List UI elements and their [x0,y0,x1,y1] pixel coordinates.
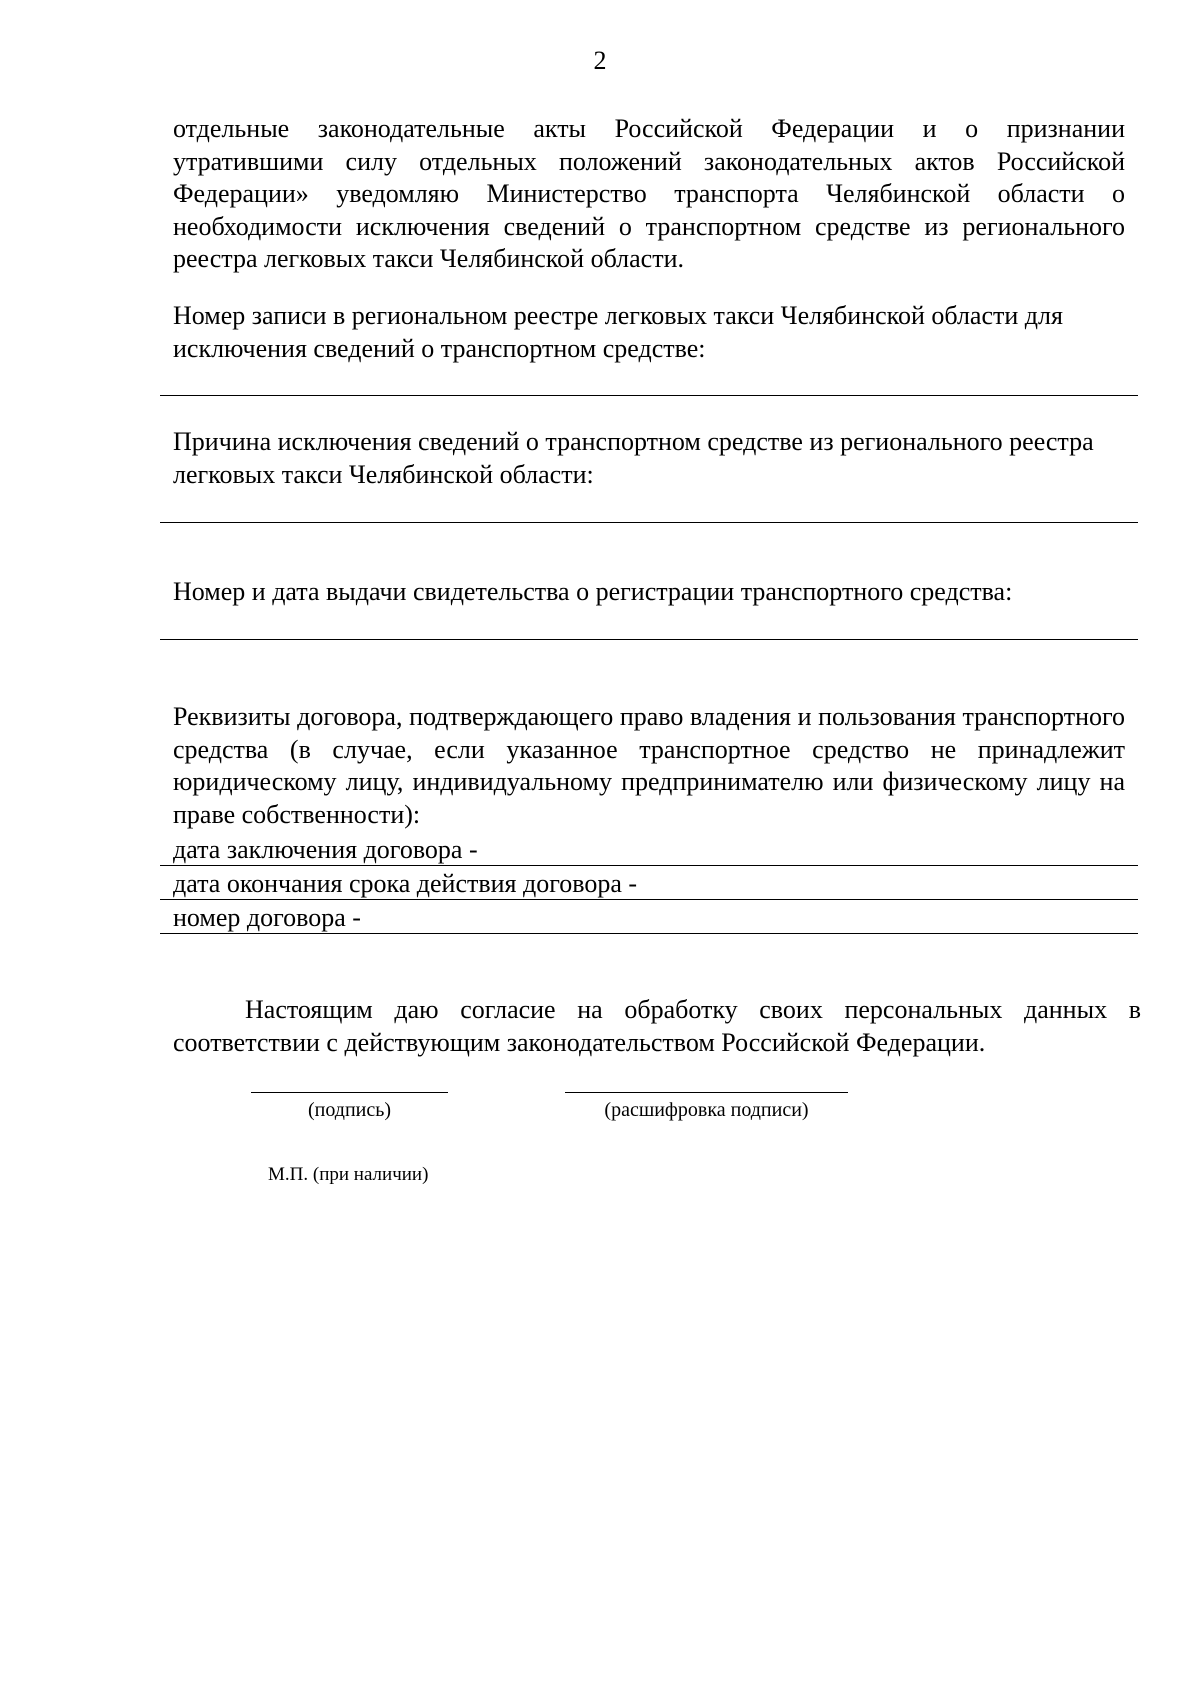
record-number-field-line[interactable] [160,395,1138,396]
registration-cert-field-line[interactable] [160,639,1138,640]
contract-date-label: дата заключения договора - [173,835,478,864]
stamp-label: М.П. (при наличии) [268,1164,429,1185]
page-number: 2 [593,46,607,75]
contract-number-label: номер договора - [173,903,361,932]
signature-decoding-line[interactable] [565,1092,848,1093]
registration-cert-label: Номер и дата выдачи свидетельства о регистрации транспортного средства: [173,577,1013,606]
consent-paragraph: Настоящим даю согласие на обработку своих персональных данных в соответствии с действующим законодательством Российской Федерации. [173,995,1141,1057]
signature-line[interactable] [251,1092,448,1093]
reason-label: Причина исключения сведений о транспортном средстве из регионального реестра легковых такси Челябинской области: [173,427,1094,489]
signature-caption: (подпись) [307,1099,392,1121]
contract-end-label: дата окончания срока действия договора - [173,869,638,898]
contract-details-label: Реквизиты договора, подтверждающего право владения и пользования транспортного средства (в случае, если указанное транспортное средство не принадлежит юридическому лицу, индивидуальному предпринимателю или физическому лицу на праве собственности): [173,702,1125,829]
reason-field-line[interactable] [160,522,1138,523]
contract-number-field-line[interactable] [160,933,1138,934]
record-number-label: Номер записи в региональном реестре легковых такси Челябинской области для исключения сведений о транспортном средстве: [173,301,1063,363]
intro-paragraph: отдельные законодательные акты Российской Федерации и о признании утратившими силу отдельных положений законодательных актов Российской Федерации» уведомляю Министерство транспорта Челябинской области о необходимости исключения сведений о транспортном средстве из регионального реестра легковых такси Челябинской области. [173,114,1125,273]
contract-end-field-line[interactable] [160,899,1138,900]
contract-date-field-line[interactable] [160,865,1138,866]
signature-decoding-caption: (расшифровка подписи) [604,1099,809,1121]
